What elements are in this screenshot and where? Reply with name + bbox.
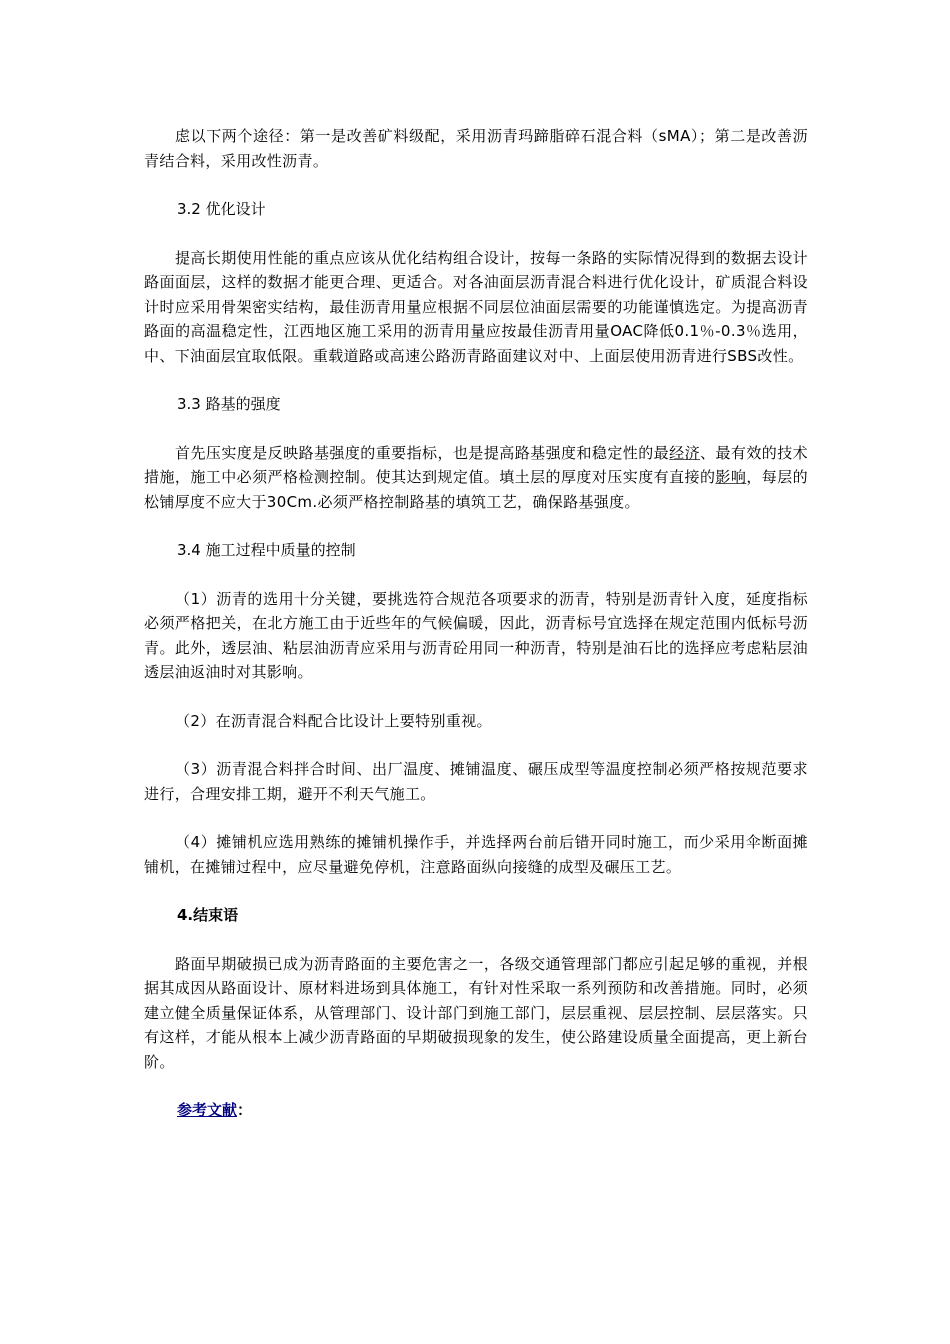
paragraph-intro: 虑以下两个途径：第一是改善矿料级配，采用沥青玛蹄脂碎石混合料（sMA）；第二是改善沥青结合料，采用改性沥青。	[144, 127, 808, 170]
paragraph-3-2: 提高长期使用性能的重点应该从优化结构组合设计，按每一条路的实际情况得到的数据去设计路面面层，这样的数据才能更合理、更适合。对各油面层沥青混合料进行优化设计，矿质混合料设计时应采用骨架密实结构，最佳沥青用量应根据不同层位油面层需要的功能谨慎选定。为提高沥青路面的高温稳定性，江西地区施工采用的沥青用量应按最佳沥青用量OAC降低0.1％-0.3％选用，中、下油面层宜取低限。重载道路或高速公路沥青路面建议对中、上面层使用沥青进行SBS改性。	[144, 248, 808, 365]
paragraph-3-3	[144, 441, 808, 515]
paragraph-3-3-part-a: 首先压实度是反映路基强度的重要指标，也是提高路基强度和稳定性的最	[175, 443, 670, 462]
paragraph-3-3-part-b: 、最有效的技术措施，施工中必须严格检测控制。使其达到规定值。填土层的厚度对压实度有直接的	[144, 443, 809, 486]
paragraph-3-3-part-c: ，每层的松铺厚度不应大于30Cm.必须严格控制路基的填筑工艺，确保路基强度。	[144, 468, 808, 511]
paragraph-3-4-item-4: （4）摊铺机应选用熟练的摊铺机操作手，并选择两台前后错开同时施工，而少采用伞断面摊铺机，在摊铺过程中，应尽量避免停机，注意路面纵向接缝的成型及碾压工艺。	[144, 833, 808, 876]
paragraph-3-4-item-3: （3）沥青混合料拌合时间、出厂温度、摊铺温度、碾压成型等温度控制必须严格按规范要求进行，合理安排工期，避开不利天气施工。	[144, 760, 808, 803]
references-heading	[144, 1098, 808, 1123]
references-link[interactable]: 参考文献	[177, 1101, 238, 1119]
references-colon: ：	[237, 1101, 253, 1119]
document-page	[144, 124, 808, 1147]
heading-3-3: 3.3 路基的强度	[177, 395, 281, 413]
link-economy[interactable]: 经济	[669, 443, 701, 462]
paragraph-3-4-item-2: （2）在沥青混合料配合比设计上要特别重视。	[175, 711, 492, 730]
heading-3-2: 3.2 优化设计	[177, 200, 266, 218]
heading-4-conclusion: 4.结束语	[177, 906, 239, 924]
heading-3-4: 3.4 施工过程中质量的控制	[177, 541, 356, 559]
paragraph-4-conclusion: 路面早期破损已成为沥青路面的主要危害之一，各级交通管理部门都应引起足够的重视，并根据其成因从路面设计、原材料进场到具体施工，有针对性采取一系列预防和改善措施。同时，必须建立健全质量保证体系，从管理部门、设计部门到施工部门，层层重视、层层控制、层层落实。只有这样，才能从根本上减少沥青路面的早期破损现象的发生，使公路建设质量全面提高，更上新台阶。	[144, 954, 808, 1071]
paragraph-3-4-item-1: （1）沥青的选用十分关键，要挑选符合规范各项要求的沥青，特别是沥青针入度，延度指标必须严格把关，在北方施工由于近些年的气候偏暖，因此，沥青标号宜选择在规定范围内低标号沥青。此外，透层油、粘层油沥青应采用与沥青砼用同一种沥青，特别是油石比的选择应考虑粘层油透层油返油时对其影响。	[144, 589, 808, 681]
link-influence[interactable]: 影响	[715, 468, 747, 486]
